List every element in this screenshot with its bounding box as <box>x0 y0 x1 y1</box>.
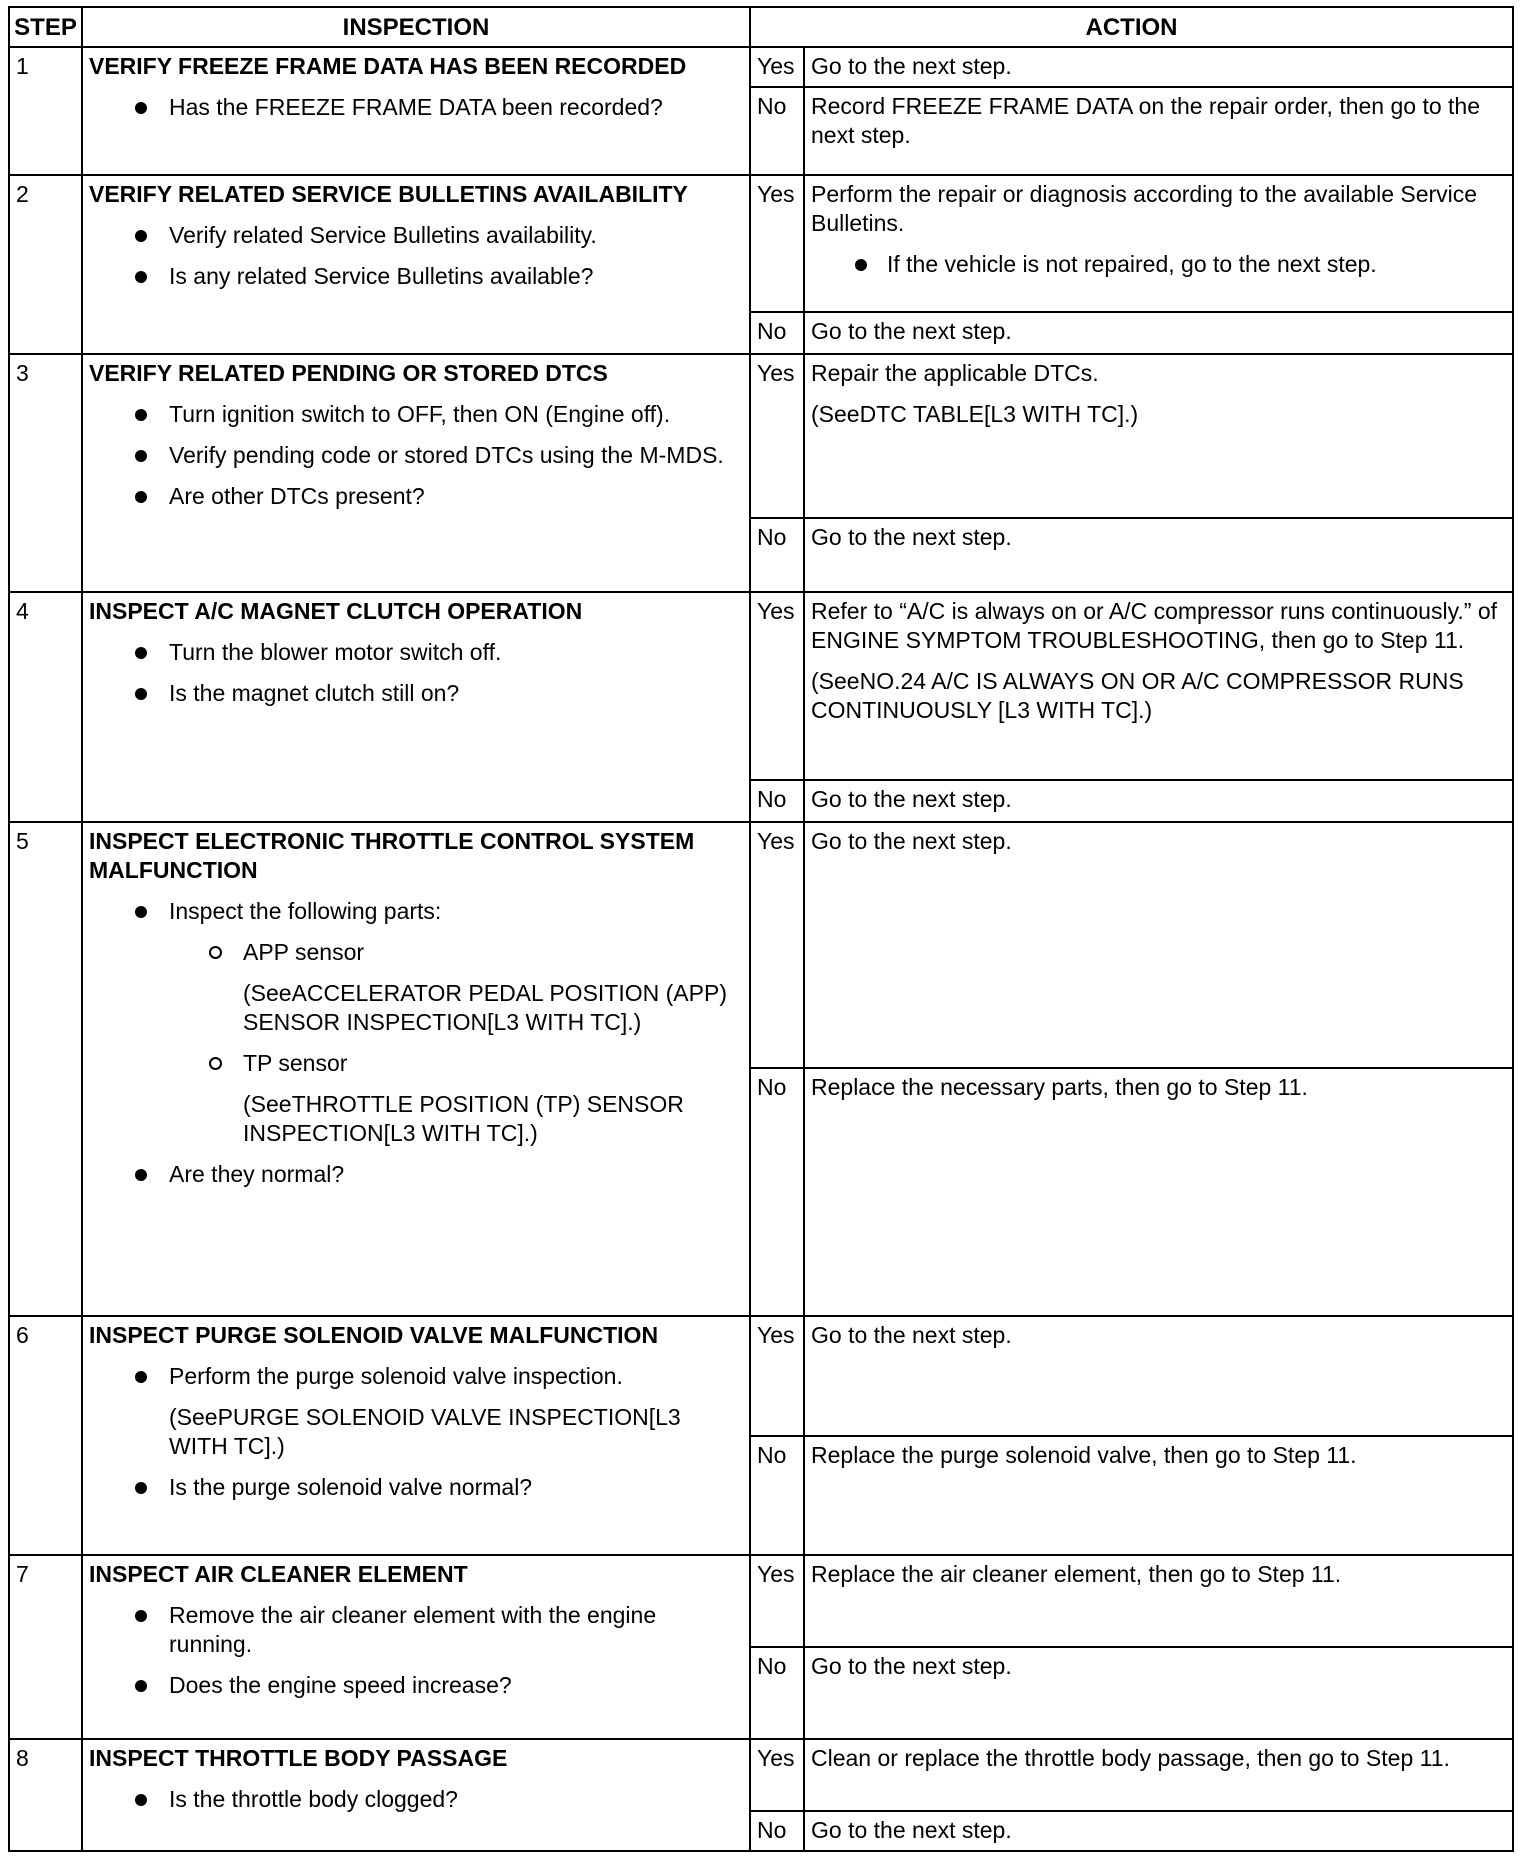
inspection-cell <box>82 592 750 822</box>
step-number: 8 <box>9 1739 82 1851</box>
inspection-title: INSPECT ELECTRONIC THROTTLE CONTROL SYSTEM MALFUNCTION <box>89 827 695 883</box>
table-row <box>9 1316 1513 1436</box>
inspection-item: Turn the blower motor switch off. <box>89 638 743 667</box>
inspection-item: Is any related Service Bulletins available? <box>89 262 743 291</box>
inspection-item <box>89 1362 743 1461</box>
table-row <box>9 1739 1513 1811</box>
inspection-item: Is the throttle body clogged? <box>89 1785 743 1814</box>
no-label: No <box>750 518 804 592</box>
yes-action-bullet: If the vehicle is not repaired, go to the next step. <box>811 250 1506 279</box>
yes-action: Refer to “A/C is always on or A/C compressor runs continuously.” of ENGINE SYMPTOM TROUBLESHOOTING, then go to Step 11. <box>811 597 1498 653</box>
table-row <box>9 592 1513 780</box>
no-action: Go to the next step. <box>804 1647 1513 1739</box>
yes-action: Go to the next step. <box>804 1316 1513 1436</box>
inspection-item: Has the FREEZE FRAME DATA been recorded? <box>89 93 743 122</box>
inspection-cell <box>82 1555 750 1739</box>
inspection-cell <box>82 47 750 175</box>
no-action: Record FREEZE FRAME DATA on the repair order, then go to the next step. <box>804 87 1513 175</box>
sub-item-label: TP sensor <box>243 1049 348 1076</box>
step-number: 3 <box>9 354 82 591</box>
step-number: 7 <box>9 1555 82 1739</box>
step-number: 2 <box>9 175 82 354</box>
inspection-item-text: Inspect the following parts: <box>169 897 442 924</box>
inspection-item-reference: (SeePURGE SOLENOID VALVE INSPECTION[L3 WITH TC].) <box>169 1404 681 1460</box>
inspection-title: INSPECT AIR CLEANER ELEMENT <box>89 1560 468 1587</box>
table-row <box>9 1555 1513 1647</box>
diagnostic-procedure-table <box>8 6 1514 1852</box>
table-header-row <box>9 7 1513 47</box>
no-action: Go to the next step. <box>804 780 1513 822</box>
sub-item <box>169 1049 743 1148</box>
no-action: Replace the necessary parts, then go to Step 11. <box>804 1068 1513 1316</box>
sub-item-label: APP sensor <box>243 938 365 965</box>
no-action: Go to the next step. <box>804 518 1513 592</box>
inspection-title: VERIFY FREEZE FRAME DATA HAS BEEN RECORDED <box>89 53 687 80</box>
yes-action-reference: (SeeDTC TABLE[L3 WITH TC].) <box>811 401 1139 428</box>
yes-label: Yes <box>750 47 804 87</box>
yes-action: Clean or replace the throttle body passage, then go to Step 11. <box>804 1739 1513 1811</box>
no-label: No <box>750 1068 804 1316</box>
yes-action-reference: (SeeNO.24 A/C IS ALWAYS ON OR A/C COMPRESSOR RUNS CONTINUOUSLY [L3 WITH TC].) <box>811 667 1464 723</box>
table-row <box>9 354 1513 517</box>
inspection-title: INSPECT THROTTLE BODY PASSAGE <box>89 1744 508 1771</box>
yes-label: Yes <box>750 354 804 517</box>
inspection-item: Is the magnet clutch still on? <box>89 679 743 708</box>
inspection-cell <box>82 175 750 354</box>
yes-action-cell <box>804 592 1513 780</box>
no-label: No <box>750 312 804 354</box>
no-label: No <box>750 1811 804 1851</box>
inspection-item: Verify pending code or stored DTCs using the M-MDS. <box>89 441 743 470</box>
header-step: STEP <box>9 7 82 47</box>
inspection-title: VERIFY RELATED PENDING OR STORED DTCS <box>89 360 608 387</box>
inspection-title: VERIFY RELATED SERVICE BULLETINS AVAILABILITY <box>89 181 688 208</box>
inspection-cell <box>82 822 750 1317</box>
inspection-title: INSPECT A/C MAGNET CLUTCH OPERATION <box>89 597 583 624</box>
inspection-item: Are they normal? <box>89 1160 743 1189</box>
inspection-cell <box>82 1316 750 1554</box>
sub-item-reference: (SeeTHROTTLE POSITION (TP) SENSOR INSPECTION[L3 WITH TC].) <box>243 1090 684 1146</box>
yes-action-cell <box>804 354 1513 517</box>
no-label: No <box>750 1436 804 1554</box>
yes-action: Repair the applicable DTCs. <box>811 360 1099 387</box>
no-action: Go to the next step. <box>804 312 1513 354</box>
step-number: 4 <box>9 592 82 822</box>
yes-action: Go to the next step. <box>804 822 1513 1068</box>
sub-item <box>169 938 743 1037</box>
inspection-item: Verify related Service Bulletins availability. <box>89 221 743 250</box>
header-action: ACTION <box>750 7 1513 47</box>
no-label: No <box>750 87 804 175</box>
inspection-cell <box>82 354 750 591</box>
no-label: No <box>750 780 804 822</box>
yes-action-cell <box>804 175 1513 312</box>
yes-label: Yes <box>750 1555 804 1647</box>
table-row <box>9 822 1513 1068</box>
sub-item-reference: (SeeACCELERATOR PEDAL POSITION (APP) SENSOR INSPECTION[L3 WITH TC].) <box>243 979 727 1035</box>
yes-action: Perform the repair or diagnosis according to the available Service Bulletins. <box>811 181 1478 237</box>
step-number: 5 <box>9 822 82 1317</box>
no-action: Go to the next step. <box>804 1811 1513 1851</box>
no-action: Replace the purge solenoid valve, then go to Step 11. <box>804 1436 1513 1554</box>
table-row <box>9 47 1513 87</box>
inspection-item: Turn ignition switch to OFF, then ON (Engine off). <box>89 400 743 429</box>
inspection-title: INSPECT PURGE SOLENOID VALVE MALFUNCTION <box>89 1322 659 1349</box>
inspection-item: Remove the air cleaner element with the engine running. <box>89 1601 743 1659</box>
no-label: No <box>750 1647 804 1739</box>
inspection-item: Is the purge solenoid valve normal? <box>89 1473 743 1502</box>
step-number: 1 <box>9 47 82 175</box>
yes-action: Replace the air cleaner element, then go to Step 11. <box>804 1555 1513 1647</box>
inspection-cell <box>82 1739 750 1851</box>
yes-label: Yes <box>750 592 804 780</box>
inspection-item <box>89 897 743 1148</box>
step-number: 6 <box>9 1316 82 1554</box>
inspection-item: Are other DTCs present? <box>89 482 743 511</box>
inspection-item-text: Perform the purge solenoid valve inspection. <box>169 1363 623 1390</box>
yes-label: Yes <box>750 175 804 312</box>
inspection-item: Does the engine speed increase? <box>89 1671 743 1700</box>
yes-label: Yes <box>750 1316 804 1436</box>
yes-label: Yes <box>750 1739 804 1811</box>
table-row <box>9 175 1513 312</box>
yes-action: Go to the next step. <box>804 47 1513 87</box>
header-inspection: INSPECTION <box>82 7 750 47</box>
yes-label: Yes <box>750 822 804 1068</box>
